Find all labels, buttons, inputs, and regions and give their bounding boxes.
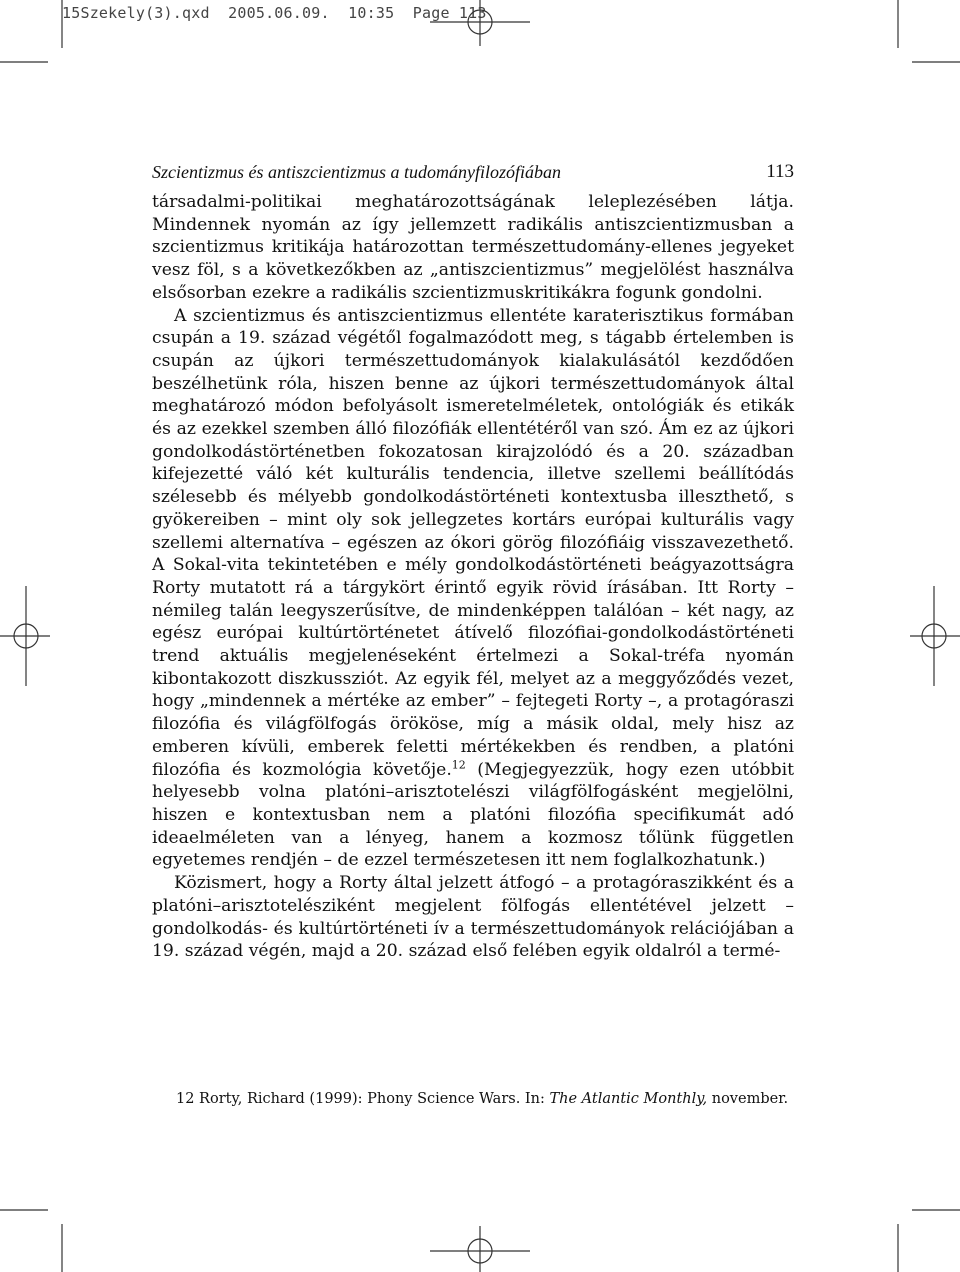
footnote	[176, 1089, 796, 1109]
footnote-text: 12 Rorty, Richard (1999): Phony Science Wars. In:	[176, 1091, 550, 1107]
running-title: Szcientizmus és antiszcientizmus a tudományfilozófiában	[152, 162, 561, 182]
registration-mark-bottom	[430, 1226, 530, 1272]
footnote-text: november.	[707, 1091, 789, 1107]
registration-mark-right	[910, 586, 960, 686]
footnote-reference: 12	[451, 757, 466, 771]
paragraph: Közismert, hogy a Rorty által jelzett átfogó – a protagóraszikként és a platóni–arisztotelésziként megjelent fölfogás ellentétével jelzett – gondolkodás- és kultúrtörténeti ív a természettudományok relációjában a 19. század végén, majd a 20. század első felében egyik oldalról a termé-	[152, 873, 794, 962]
footnote-journal: The Atlantic Monthly,	[549, 1091, 708, 1107]
paragraph-text: A szcientizmus és antiszcientizmus ellentéte karaterisztikus formában csupán a 19. század végétől fogalmazódott meg, s tágabb értelemben is csupán az újkori természettudományok kialakulásától kezdődően beszélhetünk róla, hiszen benne az újkori természettudományok által meghatározó módon befolyásolt ismeretelméletek, ontológiák és etikák és az ezekkel szemben álló filozófiák ellentétéről van szó. Ám ez az újkori gondolkodástörténetben fokozatosan kirajzolódó és a 20. században kifejezetté váló két kulturális tendencia, illetve szellemi beállítódás szélesebb és mélyebb gondolkodástörténeti kontextusba illeszthető, s gyökereiben – mint oly sok jellegzetes kortárs európai kulturális vagy szellemi alternatíva – egészen az ókori görög filozófiáig visszavezethető. A Sokal-vita tekintetében e mély gondolkodástörténeti beágyazottságra Rorty mutatott rá a tárgykört érintő egyik rövid írásában. Itt Rorty – némileg talán leegyszerűsítve, de mindenképpen találóan – két nagy, az egész európai kultúrtörténetet átívelő filozófiai-gondolkodástörténeti trend aktuális megjelenéseként értelmezi a Sokal-tréfa nyomán kibontakozott diszkussziót. Az egyik fél, melyet az a meggyőződés vezet, hogy „mindennek a mértéke az ember” – fejtegeti Rorty –, a protagóraszi filozófia és világfölfogás örököse, míg a másik oldal, mely hisz az emberen kívüli, emberek feletti mértékekben és rendben, a platóni filozófia és kozmológia követője.	[152, 305, 794, 780]
body-text	[152, 191, 794, 963]
paragraph: társadalmi-politikai meghatározottságának leleplezésében látja. Mindennek nyomán az így jellemzett radikális antiszcientizmusban a szcientizmus kritikája határozottan természettudomány-ellenes jegyeket vesz föl, s a következőkben az „antiszcientizmus” megjelölést használva elsősorban ezekre a radikális szcientizmuskritikákra fogunk gondolni.	[152, 192, 794, 303]
registration-mark-left	[0, 586, 50, 686]
file-slug: 15Szekely(3).qxd 2005.06.09. 10:35 Page 113	[62, 4, 487, 22]
paragraph	[152, 305, 794, 873]
registration-mark-top	[430, 0, 530, 46]
paragraph-text: (Megjegyezzük, hogy ezen utóbbit helyesebb volna platóni–arisztotelészi világfölfogásként megjelölni, hiszen e kontextusban nem a platóni filozófia specifikumát adó ideaelméleten van a lényeg, hanem a kozmosz tőlünk független egyetemes rendjén – de ezzel természetesen itt nem foglalkozhatunk.)	[152, 759, 794, 871]
page-number: 113	[766, 161, 794, 182]
